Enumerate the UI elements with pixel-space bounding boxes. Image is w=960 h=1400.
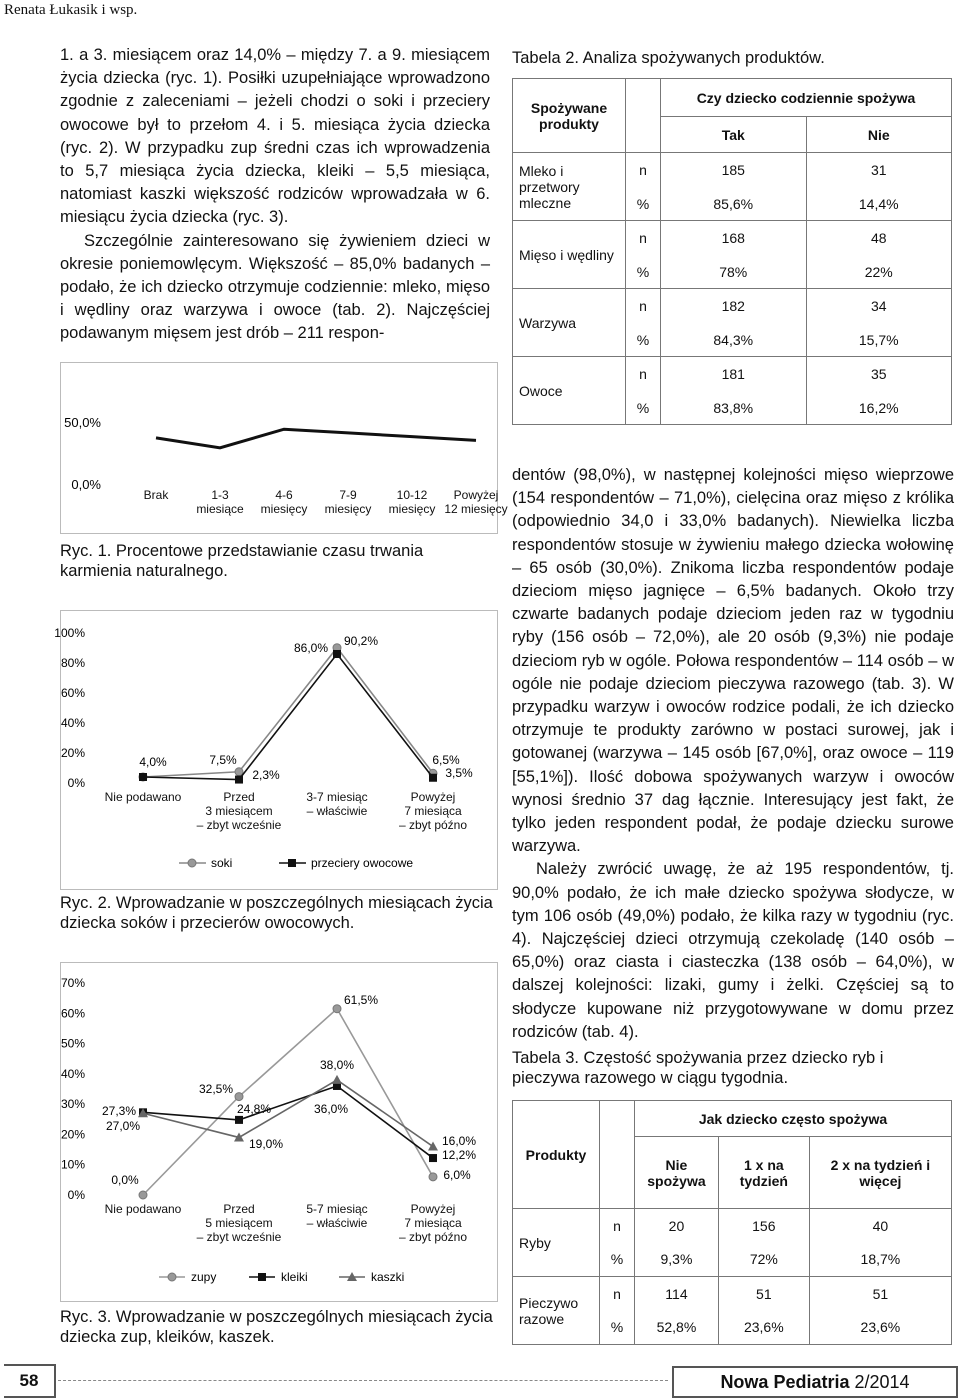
- legend-marker: [258, 1273, 266, 1281]
- pct-label: %: [626, 392, 661, 425]
- data-point: [235, 1093, 243, 1101]
- data-point: [235, 776, 243, 784]
- legend-marker: [168, 1273, 176, 1281]
- data-point: [428, 1142, 438, 1151]
- table-cell: 83,8%: [661, 392, 807, 425]
- data-label: 32,5%: [198, 1082, 234, 1096]
- table-header: Jak dziecko często spożywa: [635, 1101, 952, 1137]
- x-tick-label: 1-3 miesiące: [196, 488, 244, 516]
- table-cell: 31: [806, 153, 952, 188]
- table-cell: 185: [661, 153, 807, 188]
- data-label: 12,2%: [441, 1148, 477, 1162]
- x-tick-label: Nie podawano: [104, 1202, 182, 1216]
- data-label: 36,0%: [313, 1102, 349, 1116]
- data-label: 16,0%: [441, 1134, 477, 1148]
- data-label: 7,5%: [209, 753, 237, 767]
- y-tick-label: 20%: [60, 1127, 85, 1142]
- table-2-title: Tabela 2. Analiza spożywanych produktów.: [512, 49, 825, 67]
- table-cell: 114: [635, 1277, 719, 1311]
- y-tick-label: 70%: [60, 976, 85, 990]
- table-cell: 156: [718, 1209, 809, 1243]
- y-tick-label: 0,0%: [71, 477, 101, 492]
- x-tick-label: Powyżej 12 miesięcy: [444, 488, 508, 516]
- table-cell: 23,6%: [718, 1311, 809, 1345]
- paragraph: Należy zwrócić uwagę, że aż 195 respondentów, tj. 90,0% podało, że ich małe dziecko spożywa słodycze, w tym 106 osób (49,0%) podało, że kilka razy w tygodniu (ryc. 4). Najczęściej dzieci otrzymują czekoladę (140 osób – 65,0%) oraz ciasta i ciasteczka (138 osób – 64,0%), w dalszej kolejności: lizaki, gumy i żelki. Częściej są to słodycze kupowane niż przygotowywane w domu przez rodziców (tab. 4).: [512, 860, 954, 1041]
- table-cell: 35: [806, 357, 952, 392]
- series-line: [143, 648, 433, 777]
- y-tick-label: 80%: [60, 656, 85, 670]
- y-tick-label: 50,0%: [64, 415, 101, 430]
- y-tick-label: 30%: [60, 1097, 85, 1112]
- table-cell: 16,2%: [806, 392, 952, 425]
- paragraph: Szczególnie zainteresowano się żywieniem dzieci w okresie poniemowlęcym. Większość – 85,0% badanych – podało, że ich dziecko otrzymuje codziennie: mleko, mięso i wędliny oraz warzywa i owoce (tab. 2). Najczęściej podawanym mięsem jest drób – 211 respon-: [60, 231, 490, 343]
- x-tick-label: 4-6 miesięcy: [260, 488, 308, 516]
- journal-name: [672, 1366, 958, 1398]
- y-tick-label: 0%: [67, 776, 85, 790]
- x-tick-label: Brak: [143, 488, 169, 502]
- data-label: 2,3%: [252, 768, 280, 782]
- data-label: 38,0%: [319, 1058, 355, 1072]
- data-label: 3,5%: [445, 766, 473, 780]
- y-tick-label: 40%: [60, 716, 85, 730]
- data-point: [429, 1154, 437, 1162]
- legend-label: kleiki: [281, 1270, 308, 1284]
- table-cell: 51: [718, 1277, 809, 1311]
- table-row: [513, 1277, 952, 1311]
- y-tick-label: 100%: [54, 626, 85, 640]
- table-cell: 52,8%: [635, 1311, 719, 1345]
- paragraph: 1. a 3. miesiącem oraz 14,0% – między 7. a 9. miesiącem życia dziecka (ryc. 1). Posiłki uzupełniające wprowadzono zgodnie z zaleceniami – jeżeli chodzi o soki i przeciery owocowe był to przełom 4. i 5. miesiąca życia dziecka (ryc. 2). W przypadku zup średni czas ich wprowadzenia to 5,7 miesiąca życia dziecka, kleiki – 5,5 miesiąca, natomiast kaszki większość rodziców wprowadzała w 6. miesiącu życia dziecka (ryc. 3).: [60, 46, 490, 227]
- y-tick-label: 60%: [60, 1006, 85, 1021]
- figure-2-chart: [54, 611, 497, 889]
- table-cell: 40: [809, 1209, 951, 1243]
- x-tick-label: 5-7 miesiąc – właściwie: [306, 1202, 368, 1230]
- table-cell: 48: [806, 221, 952, 256]
- n-label: n: [626, 153, 661, 188]
- data-point: [235, 768, 243, 776]
- table-header: 1 x na tydzień: [718, 1137, 809, 1209]
- pct-label: %: [600, 1311, 635, 1345]
- table-3-title: Tabela 3. Częstość spożywania przez dziecko ryb i pieczywa razowego w ciągu tygodnia.: [512, 1049, 884, 1087]
- table-cell: 168: [661, 221, 807, 256]
- data-label: 86,0%: [293, 641, 329, 655]
- footer-divider: [58, 1380, 668, 1381]
- data-label: 27,0%: [105, 1119, 141, 1133]
- n-label: n: [626, 289, 661, 324]
- data-label: 90,2%: [343, 634, 379, 648]
- table-header: 2 x na tydzień i więcej: [809, 1137, 951, 1209]
- left-column-text: [60, 44, 490, 346]
- figure-1: [60, 362, 508, 534]
- table-header: Nie spożywa: [635, 1137, 719, 1209]
- pct-label: %: [626, 188, 661, 221]
- y-tick-label: 50%: [60, 1036, 85, 1051]
- row-label: Mleko i przetwory mleczne: [513, 153, 626, 221]
- x-tick-label: 10-12 miesięcy: [388, 488, 436, 516]
- right-column-text: [512, 464, 954, 1044]
- table-row: [513, 221, 952, 256]
- data-label: 4,0%: [139, 755, 167, 769]
- table-cell: 181: [661, 357, 807, 392]
- table-row: [513, 153, 952, 188]
- n-label: n: [626, 357, 661, 392]
- x-tick-label: Nie podawano: [104, 790, 182, 804]
- table-header: Tak: [661, 117, 807, 153]
- x-tick-label: Przed 3 miesiącem – zbyt wcześnie: [196, 790, 282, 832]
- table-cell: 15,7%: [806, 324, 952, 357]
- data-point: [139, 773, 147, 781]
- table-cell: 78%: [661, 256, 807, 289]
- table-cell: 84,3%: [661, 324, 807, 357]
- page-number: 58: [4, 1364, 56, 1398]
- series-line: [143, 1086, 433, 1158]
- data-label: 19,0%: [248, 1137, 284, 1151]
- figure-2-caption: Ryc. 2. Wprowadzanie w poszczególnych miesiącach życia dziecka soków i przecierów owocowych.: [60, 894, 493, 932]
- row-label: Owoce: [513, 357, 626, 425]
- row-label: Pieczywo razowe: [513, 1277, 600, 1345]
- data-point: [429, 1173, 437, 1181]
- x-tick-label: 3-7 miesiąc – właściwie: [306, 790, 368, 818]
- table-cell: 34: [806, 289, 952, 324]
- series-line: [156, 429, 476, 448]
- table-row: [513, 357, 952, 392]
- n-label: n: [600, 1277, 635, 1311]
- legend-label: zupy: [191, 1270, 217, 1284]
- running-header: Renata Łukasik i wsp.: [4, 2, 138, 18]
- table-cell: 72%: [718, 1243, 809, 1277]
- n-label: n: [600, 1209, 635, 1243]
- row-label: Mięso i wędliny: [513, 221, 626, 289]
- journal-issue: 2/2014: [854, 1371, 910, 1392]
- data-point: [139, 1191, 147, 1199]
- data-label: 61,5%: [343, 993, 379, 1007]
- figure-3-caption: Ryc. 3. Wprowadzanie w poszczególnych miesiącach życia dziecka zup, kleików, kaszek.: [60, 1308, 493, 1346]
- y-tick-label: 10%: [60, 1157, 85, 1172]
- table-cell: 14,4%: [806, 188, 952, 221]
- figure-1-chart: [61, 363, 508, 533]
- row-label: Ryby: [513, 1209, 600, 1277]
- figure-3: [60, 962, 498, 1302]
- data-point: [333, 650, 341, 658]
- paragraph: dentów (98,0%), w następnej kolejności mięso wieprzowe (154 respondentów – 71,0%), cielęcina oraz mięso z królika (odpowiednio 34,0 i 33,0% badanych). Niewielka liczba respondentów stosuje w żywieniu małego dziecka wołowinę – 65 osób (30,0%). Znikoma liczba respondentów podaje dzieciom mięso jagnięce – 6,5% badanych. Około trzy czwarte badanych podaje dzieciom jeden raz w tygodniu ryby (156 osób – 72,0%), ale 20 osób (9,3%) nie podaje dzieciom ryb w ogóle. Połowa respondentów – 114 osób – w ogóle nie podaje dzieciom pieczywa razowego (tab. 3). W przypadku warzyw i owoców rodzice podali, że ich dziecko otrzymuje te produkty zarówno w postaci surowej, jak i gotowanej (warzywa – 145 osób [67,0%], oraz owoce – 119 [55,1%]). Ilość dobowa spożywanych warzyw i owoców wynosi średnio 37 dag łącznie. Interesujący jest fakt, że tylko jeden respondent podał, że podaje dziecku surowe warzywa.: [512, 466, 954, 856]
- data-point: [235, 1116, 243, 1124]
- pct-label: %: [626, 256, 661, 289]
- table-row: [513, 1209, 952, 1243]
- series-line: [143, 1009, 433, 1195]
- table-cell: 20: [635, 1209, 719, 1243]
- legend-marker: [188, 859, 196, 867]
- table-3: [512, 1100, 952, 1345]
- legend-marker: [288, 859, 296, 867]
- series-line: [143, 1080, 433, 1147]
- figure-3-chart: [61, 963, 497, 1301]
- n-label: n: [626, 221, 661, 256]
- data-point: [333, 1005, 341, 1013]
- data-point: [332, 1075, 342, 1084]
- row-label: Warzywa: [513, 289, 626, 357]
- legend-label: soki: [211, 856, 233, 870]
- table-header: Spożywane produkty: [513, 79, 626, 153]
- pct-label: %: [600, 1243, 635, 1277]
- journal-title: Nowa Pediatria: [720, 1371, 850, 1392]
- table-cell: 51: [809, 1277, 951, 1311]
- data-label: 27,3%: [101, 1104, 137, 1118]
- table-cell: 23,6%: [809, 1311, 951, 1345]
- figure-1-caption: Ryc. 1. Procentowe przedstawianie czasu trwania karmienia naturalnego.: [60, 542, 424, 580]
- table-header: Produkty: [513, 1101, 600, 1209]
- x-tick-label: 7-9 miesięcy: [324, 488, 372, 516]
- table-row: [513, 289, 952, 324]
- table-cell: 22%: [806, 256, 952, 289]
- data-point: [429, 774, 437, 782]
- y-tick-label: 0%: [67, 1188, 85, 1202]
- table-2: [512, 78, 952, 425]
- x-tick-label: Powyżej 7 miesiąca – zbyt późno: [398, 1202, 468, 1244]
- data-label: 6,0%: [443, 1168, 471, 1182]
- table-header: Czy dziecko codziennie spożywa: [661, 79, 952, 117]
- table-header: Nie: [806, 117, 952, 153]
- x-tick-label: Przed 5 miesiącem – zbyt wcześnie: [196, 1202, 282, 1244]
- y-tick-label: 40%: [60, 1066, 85, 1081]
- table-cell: 182: [661, 289, 807, 324]
- table-cell: 9,3%: [635, 1243, 719, 1277]
- x-tick-label: Powyżej 7 miesiąca – zbyt późno: [398, 790, 468, 832]
- data-label: 0,0%: [111, 1173, 139, 1187]
- data-label: 24,8%: [236, 1102, 272, 1116]
- legend-label: kaszki: [371, 1270, 405, 1284]
- y-tick-label: 20%: [60, 746, 85, 760]
- table-cell: 85,6%: [661, 188, 807, 221]
- legend-label: przeciery owocowe: [311, 856, 414, 870]
- pct-label: %: [626, 324, 661, 357]
- data-label: 6,5%: [432, 753, 460, 767]
- figure-2: [54, 610, 498, 890]
- table-cell: 18,7%: [809, 1243, 951, 1277]
- y-tick-label: 60%: [60, 686, 85, 700]
